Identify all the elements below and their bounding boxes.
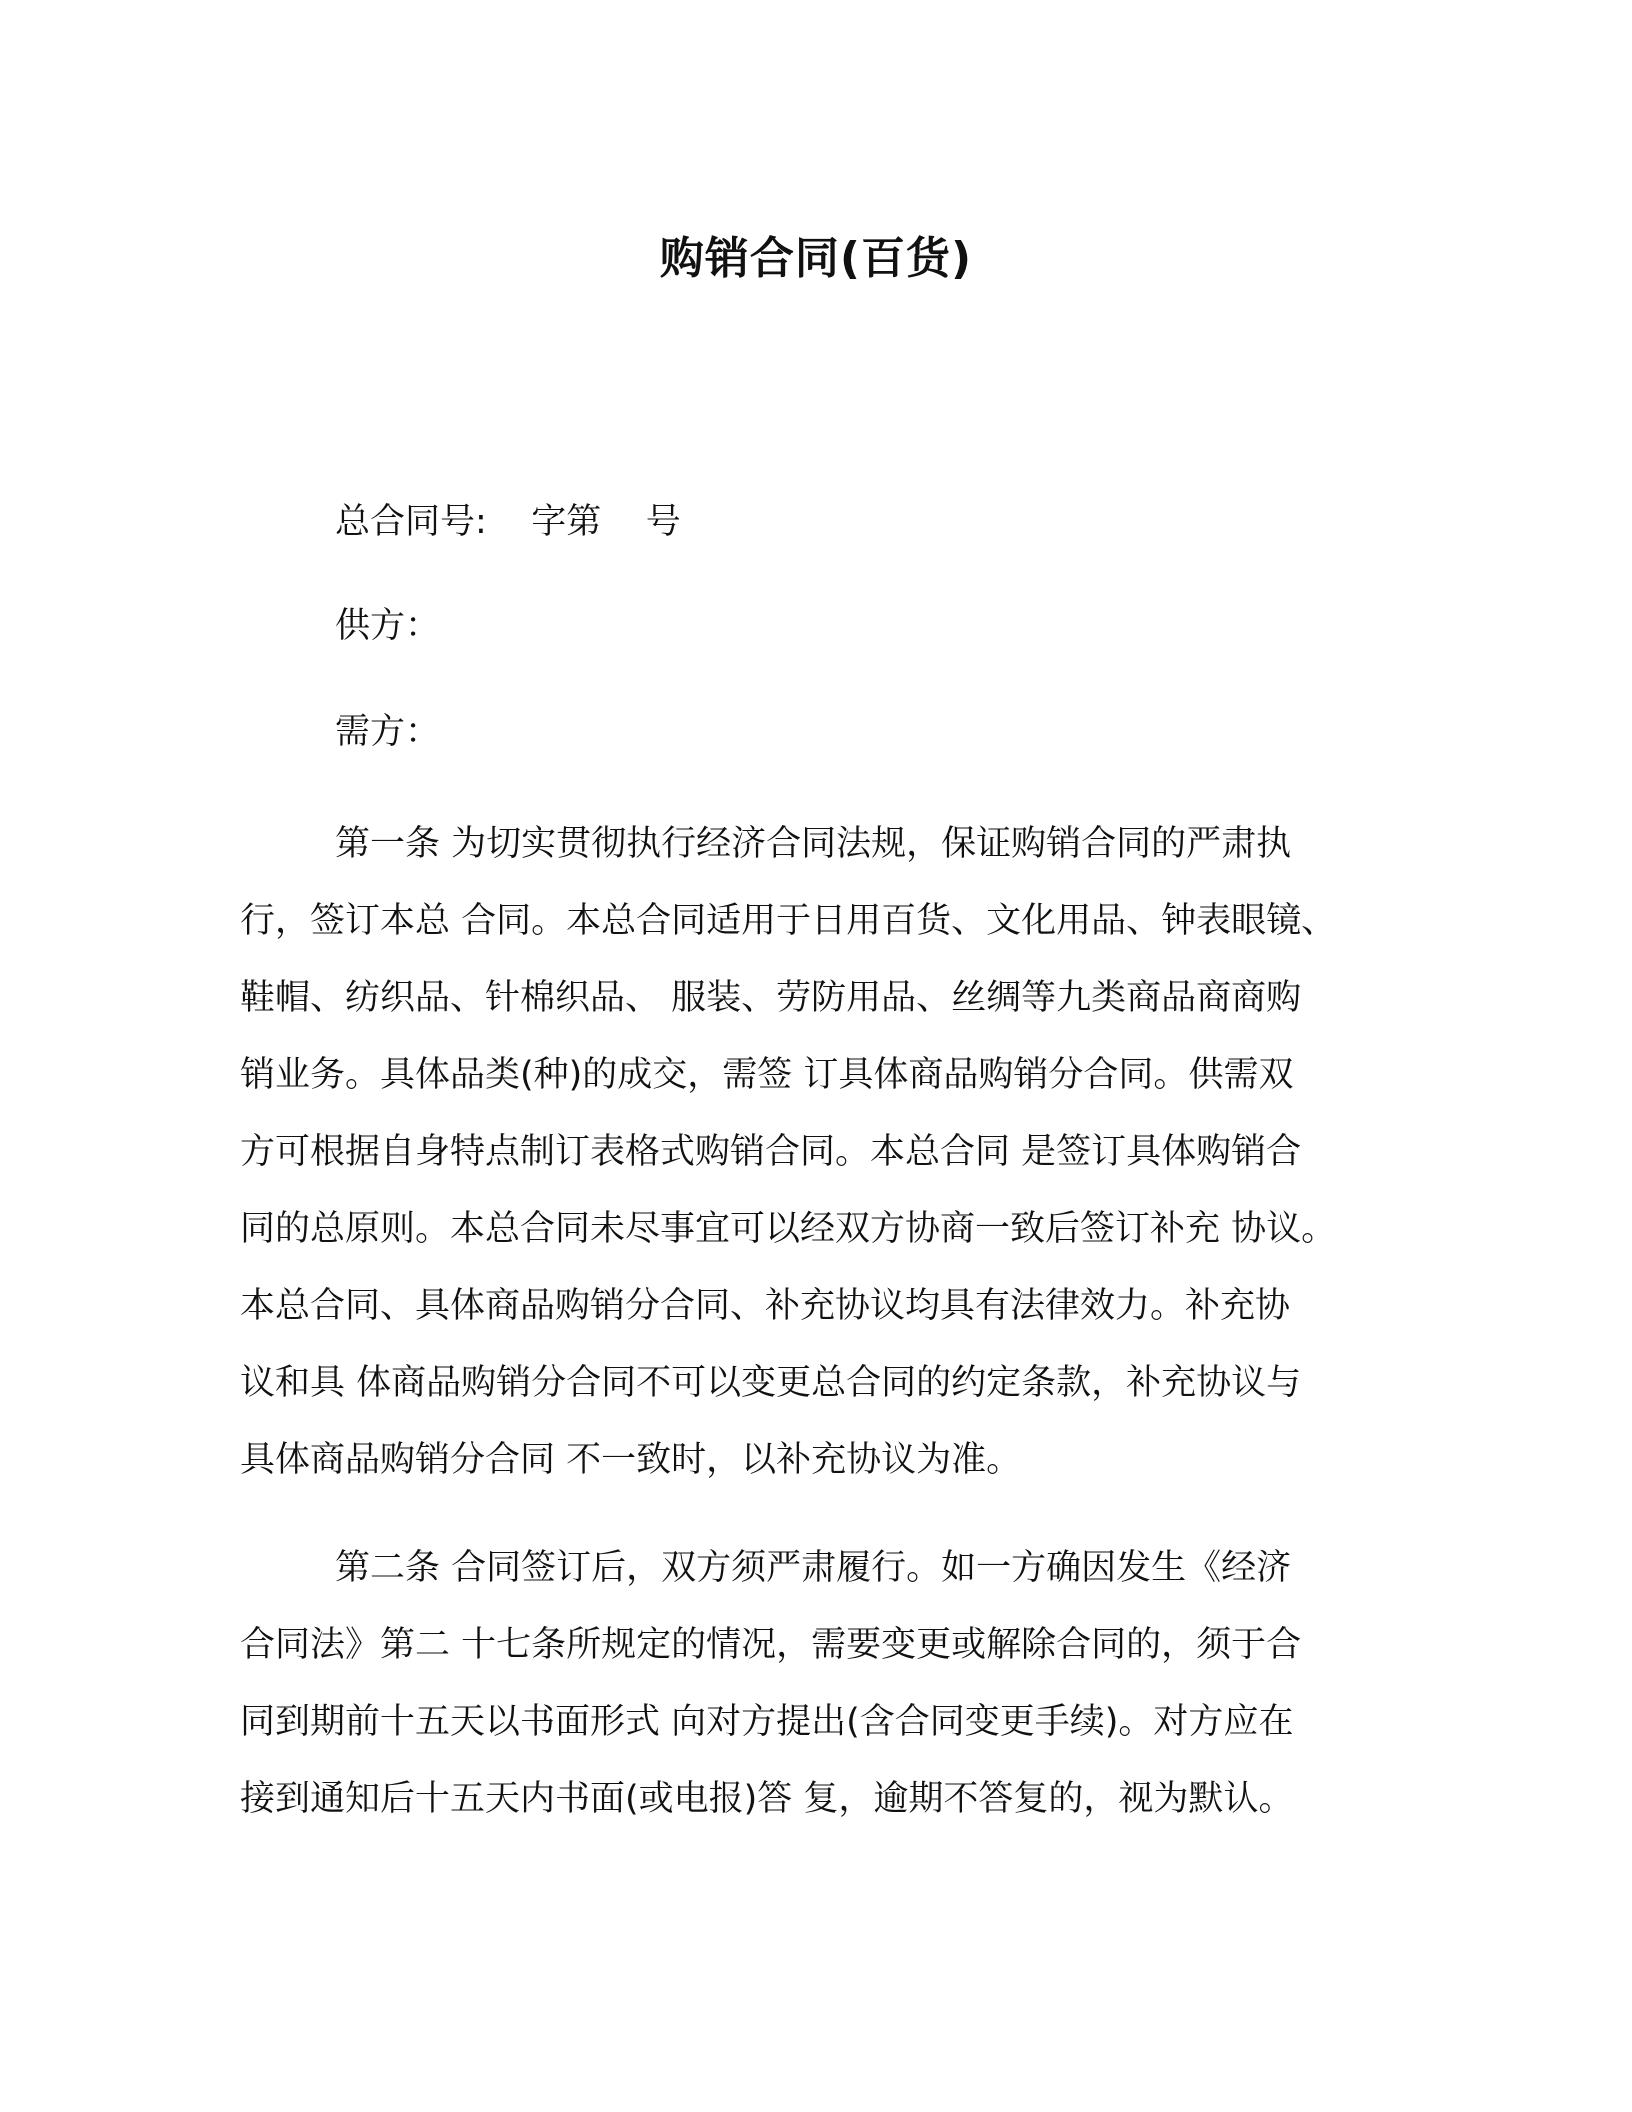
article-1-line-1: 第一条 为切实贯彻执行经济合同法规，保证购销合同的严肃执 bbox=[335, 824, 1292, 864]
article-1 bbox=[240, 806, 1390, 1499]
article-1-line-2: 行，签订本总 合同。本总合同适用于日用百货、文化用品、钟表眼镜、 bbox=[240, 901, 1337, 941]
article-2 bbox=[240, 1530, 1390, 1838]
article-1-line-5: 方可根据自身特点制订表格式购销合同。本总合同 是签订具体购销合 bbox=[240, 1132, 1302, 1172]
article-1-line-7: 本总合同、具体商品购销分合同、补充协议均具有法律效力。补充协 bbox=[240, 1286, 1291, 1326]
article-2-line-4: 接到通知后十五天内书面(或电报)答 复，逾期不答复的，视为默认。 bbox=[240, 1779, 1294, 1819]
article-1-line-9: 具体商品购销分合同 不一致时，以补充协议为准。 bbox=[240, 1440, 1022, 1480]
buyer-line: 需方： bbox=[335, 712, 441, 752]
article-2-line-2: 合同法》第二 十七条所规定的情况，需要变更或解除合同的，须于合 bbox=[240, 1625, 1302, 1665]
document-title: 购销合同(百货) bbox=[659, 233, 973, 284]
article-2-line-1: 第二条 合同签订后，双方须严肃履行。如一方确因发生《经济 bbox=[335, 1548, 1292, 1588]
contract-number-line: 总合同号: 字第 号 bbox=[335, 502, 681, 542]
article-1-line-3: 鞋帽、纺织品、针棉织品、 服装、劳防用品、丝绸等九类商品商商购 bbox=[240, 978, 1302, 1018]
supplier-line: 供方： bbox=[335, 606, 441, 646]
article-1-line-8: 议和具 体商品购销分合同不可以变更总合同的约定条款，补充协议与 bbox=[240, 1363, 1302, 1403]
article-1-line-4: 销业务。具体品类(种)的成交，需签 订具体商品购销分合同。供需双 bbox=[240, 1055, 1294, 1095]
article-2-line-3: 同到期前十五天以书面形式 向对方提出(含合同变更手续)。对方应在 bbox=[240, 1702, 1294, 1742]
article-1-line-6: 同的总原则。本总合同未尽事宜可以经双方协商一致后签订补充 协议。 bbox=[240, 1209, 1337, 1249]
